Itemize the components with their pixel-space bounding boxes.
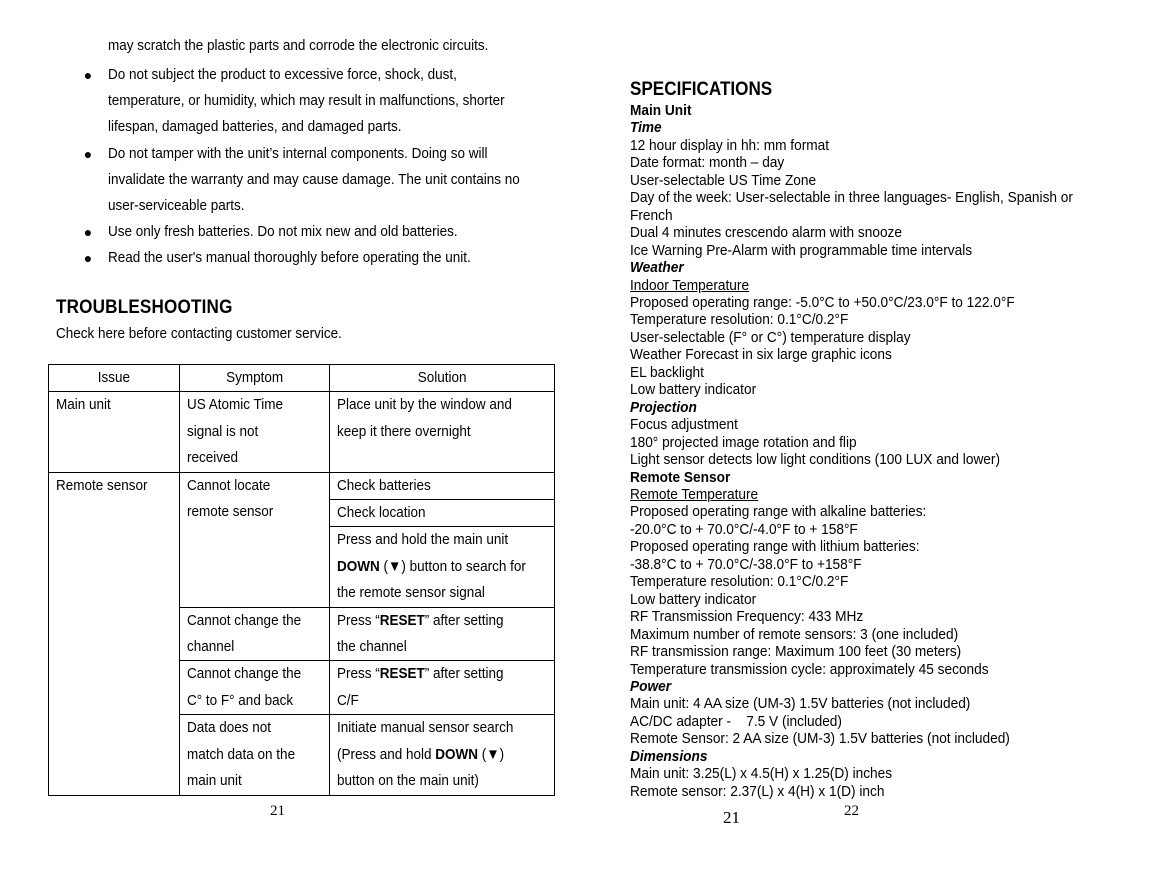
symptom-cell: Cannot change the channel xyxy=(180,607,330,661)
bullet-icon: ● xyxy=(83,250,93,267)
list-item: ● Do not subject the product to excessive force, shock, dust, temperature, or humidity, which may result in malfunctions, shorter lifespan, damaged batteries, and damaged parts. xyxy=(81,62,551,141)
spec-line: Temperature transmission cycle: approximately 45 seconds xyxy=(630,660,989,678)
spec-line: Temperature resolution: 0.1°C/0.2°F xyxy=(630,311,849,329)
spec-line: Low battery indicator xyxy=(630,590,757,608)
spec-line: -38.8°C to + 70.0°C/-38.0°F to +158°F xyxy=(630,555,862,573)
troubleshooting-heading: TROUBLESHOOTING xyxy=(56,297,233,318)
troubleshooting-table xyxy=(48,364,555,796)
symptom-cell: Cannot locate remote sensor xyxy=(180,472,330,607)
list-item: ● Read the user's manual thoroughly before operating the unit. xyxy=(81,245,551,271)
spec-line: Focus adjustment xyxy=(630,416,738,434)
issue-cell: Remote sensor xyxy=(49,472,180,795)
bullet-icon: ● xyxy=(83,224,93,241)
page-number: 21 xyxy=(270,803,285,819)
symptom-cell: US Atomic Time signal is not received xyxy=(180,392,330,472)
spec-line: RF transmission range: Maximum 100 feet (30 meters) xyxy=(630,643,962,661)
bullet-icon: ● xyxy=(83,67,93,83)
spec-line: Dual 4 minutes crescendo alarm with snooze xyxy=(630,224,902,242)
solution-cell: Press “RESET” after setting C/F xyxy=(330,661,555,715)
projection-heading: Projection xyxy=(630,398,697,416)
indoor-temperature-heading: Indoor Temperature xyxy=(630,276,750,294)
solution-cell: Press “RESET” after setting the channel xyxy=(330,607,555,661)
header-issue: Issue xyxy=(49,365,180,392)
header-symptom: Symptom xyxy=(180,365,330,392)
spec-line: RF Transmission Frequency: 433 MHz xyxy=(630,608,864,626)
spec-line: Remote Sensor: 2 AA size (UM-3) 1.5V batteries (not included) xyxy=(630,730,1010,748)
symptom-cell: Cannot change the C° to F° and back xyxy=(180,661,330,715)
main-unit-heading: Main Unit xyxy=(630,102,692,119)
solution-cell: Press and hold the main unit DOWN (▼) button to search for the remote sensor signal xyxy=(330,527,555,607)
power-heading: Power xyxy=(630,677,672,695)
page-number: 22 xyxy=(844,803,859,819)
precautions-list xyxy=(81,62,551,272)
dimensions-heading: Dimensions xyxy=(630,747,708,765)
spec-line: Date format: month – day xyxy=(630,154,785,172)
remote-temperature-heading: Remote Temperature xyxy=(630,485,759,503)
specifications-section xyxy=(630,78,1150,800)
spec-line: Proposed operating range with lithium batteries: xyxy=(630,538,920,556)
spec-line: 180° projected image rotation and flip xyxy=(630,433,857,451)
spec-line: Main unit: 4 AA size (UM-3) 1.5V batteries (not included) xyxy=(630,695,971,713)
continued-text: may scratch the plastic parts and corrode the electronic circuits. xyxy=(108,37,489,54)
table-row xyxy=(49,472,555,499)
right-page xyxy=(578,0,1155,892)
table-row xyxy=(49,392,555,472)
symptom-cell: Data does not match data on the main unit xyxy=(180,715,330,795)
spec-line: -20.0°C to + 70.0°C/-4.0°F to + 158°F xyxy=(630,520,858,538)
spec-line: User-selectable (F° or C°) temperature display xyxy=(630,328,911,346)
spec-line: Light sensor detects low light conditions (100 LUX and lower) xyxy=(630,451,1001,469)
list-item: ● Use only fresh batteries. Do not mix new and old batteries. xyxy=(81,219,551,245)
troubleshooting-intro: Check here before contacting customer service. xyxy=(56,325,342,342)
time-heading: Time xyxy=(630,119,662,137)
table-header-row xyxy=(49,365,555,392)
issue-cell: Main unit xyxy=(49,392,180,472)
solution-cell: Check location xyxy=(330,500,555,527)
spec-line: Proposed operating range with alkaline batteries: xyxy=(630,503,927,521)
spec-line: Proposed operating range: -5.0°C to +50.0°C/23.0°F to 122.0°F xyxy=(630,293,1015,311)
bullet-icon: ● xyxy=(83,145,93,162)
list-item: ● Do not tamper with the unit’s internal components. Doing so will invalidate the warranty and may cause damage. The unit contains no user-serviceable parts. xyxy=(81,141,551,220)
spec-line: 12 hour display in hh: mm format xyxy=(630,136,830,154)
spec-line: Remote sensor: 2.37(L) x 4(H) x 1(D) inch xyxy=(630,782,885,800)
page-number: 21 xyxy=(723,808,740,827)
specifications-heading: SPECIFICATIONS xyxy=(630,79,773,100)
spec-line: EL backlight xyxy=(630,363,704,381)
solution-cell: Place unit by the window and keep it there overnight xyxy=(330,392,555,472)
weather-heading: Weather xyxy=(630,259,684,277)
solution-cell: Check batteries xyxy=(330,472,555,499)
header-solution: Solution xyxy=(330,365,555,392)
spec-line: Maximum number of remote sensors: 3 (one included) xyxy=(630,625,959,643)
spec-line: Temperature resolution: 0.1°C/0.2°F xyxy=(630,573,849,591)
solution-cell: Initiate manual sensor search (Press and hold DOWN (▼) button on the main unit) xyxy=(330,715,555,795)
spec-line: AC/DC adapter - 7.5 V (included) xyxy=(630,712,842,730)
spec-line: Low battery indicator xyxy=(630,381,757,399)
remote-sensor-heading: Remote Sensor xyxy=(630,468,731,486)
spec-line: Day of the week: User-selectable in three languages- English, Spanish or French xyxy=(630,189,1073,224)
spec-line: Ice Warning Pre-Alarm with programmable time intervals xyxy=(630,241,973,259)
spec-line: User-selectable US Time Zone xyxy=(630,171,817,189)
spec-line: Weather Forecast in six large graphic icons xyxy=(630,346,892,364)
spec-line: Main unit: 3.25(L) x 4.5(H) x 1.25(D) inches xyxy=(630,765,893,783)
